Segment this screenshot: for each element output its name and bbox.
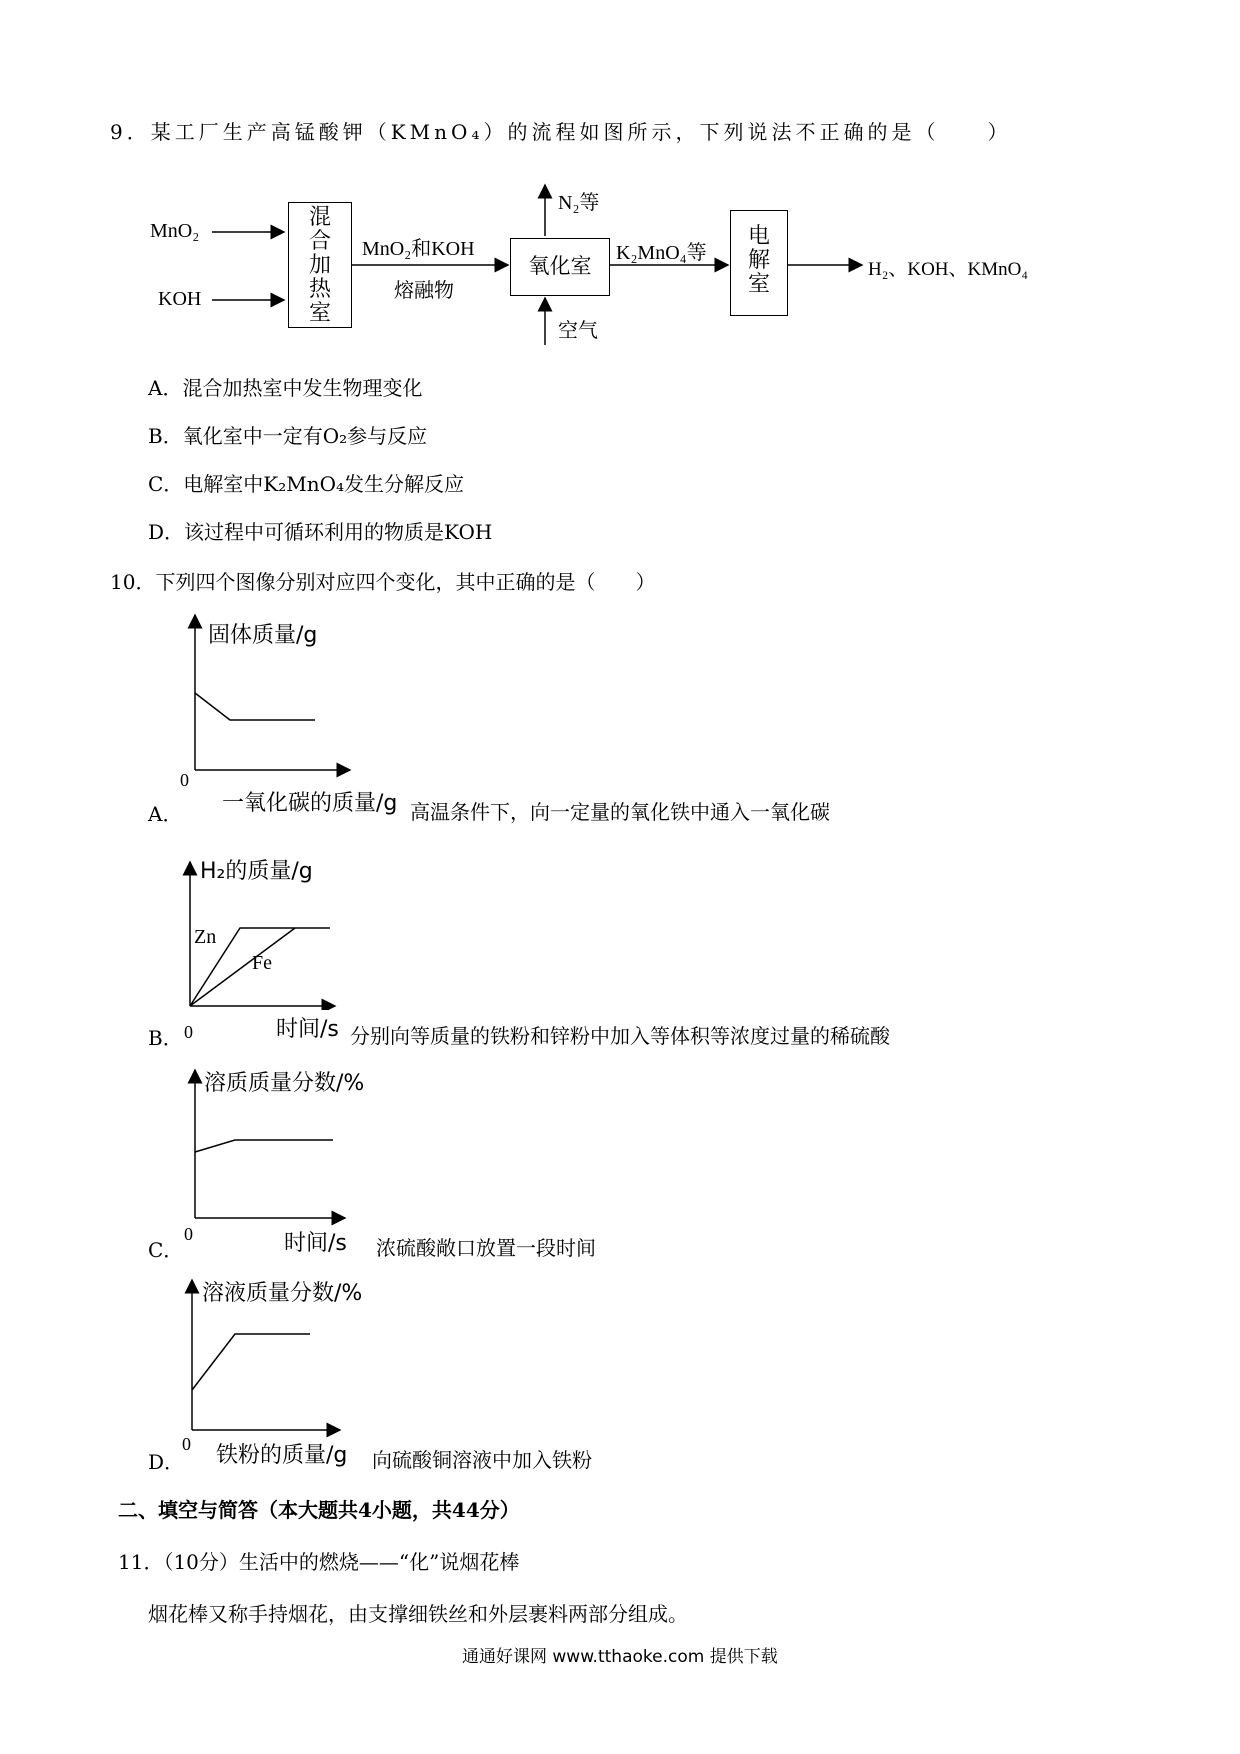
graph-c-xlabel: 时间/s <box>284 1231 347 1256</box>
q10-stem: 10．下列四个图像分别对应四个变化，其中正确的是（ ） <box>110 570 656 594</box>
graph-d-ylabel: 溶液质量分数/% <box>202 1281 363 1306</box>
flow-label-mno2-koh: MnO₂和KOH <box>362 238 475 260</box>
graph-c-desc: 浓硫酸敞口放置一段时间 <box>376 1236 596 1260</box>
q9-option-a: A．混合加热室中发生物理变化 <box>148 376 423 400</box>
graph-a-line <box>195 693 315 720</box>
flow-box-mix-heat: 混合加热室 <box>288 202 352 328</box>
q9-option-b: B．氧化室中一定有O₂参与反应 <box>148 424 428 448</box>
q11-title: 11．（10分）生活中的燃烧——“化”说烟花棒 <box>118 1550 520 1574</box>
q9-option-d: D．该过程中可循环利用的物质是KOH <box>148 520 493 544</box>
graph-d-line <box>192 1334 310 1390</box>
flow-box-electrolysis: 电解室 <box>730 210 788 316</box>
graph-a-letter: A． <box>148 802 183 826</box>
graph-a-desc: 高温条件下，向一定量的氧化铁中通入一氧化碳 <box>410 800 830 824</box>
graph-c-ylabel: 溶质质量分数/% <box>204 1071 365 1096</box>
graph-d-zero: 0 <box>182 1434 191 1454</box>
graph-d-xlabel: 铁粉的质量/g <box>216 1443 348 1468</box>
flow-output: H₂、KOH、KMnO₄ <box>868 259 1028 280</box>
page-footer: 通通好课网 www.tthaoke.com 提供下载 <box>462 1647 778 1667</box>
graph-b-ylabel: H₂的质量/g <box>200 859 313 884</box>
graph-a-ylabel: 固体质量/g <box>208 623 318 648</box>
graph-a-zero: 0 <box>180 770 189 790</box>
graph-d-desc: 向硫酸铜溶液中加入铁粉 <box>372 1448 592 1472</box>
graph-c-letter: C． <box>148 1238 184 1262</box>
flow-label-k2mno4: K₂MnO₄等 <box>616 242 707 264</box>
flow-label-air: 空气 <box>558 320 598 342</box>
graph-c-line <box>195 1140 333 1152</box>
flow-input-koh: KOH <box>158 288 202 310</box>
graph-b-desc: 分别向等质量的铁粉和锌粉中加入等体积等浓度过量的稀硫酸 <box>350 1024 890 1048</box>
graph-b-label-fe: Fe <box>252 952 272 974</box>
q9-option-c: C．电解室中K₂MnO₄发生分解反应 <box>148 472 465 496</box>
flow-input-mno2: MnO₂ <box>150 220 200 242</box>
graph-b-xlabel: 时间/s <box>276 1017 339 1042</box>
graph-d-letter: D． <box>148 1450 185 1474</box>
flow-box-oxidation: 氧化室 <box>510 238 610 296</box>
graph-b-letter: B． <box>148 1026 183 1050</box>
graph-b-zero: 0 <box>184 1022 193 1042</box>
graph-a-xlabel: 一氧化碳的质量/g <box>222 791 398 816</box>
flow-label-melt: 熔融物 <box>394 280 454 302</box>
graph-b-label-zn: Zn <box>194 926 217 948</box>
q11-text: 烟花棒又称手持烟花，由支撑细铁丝和外层裹料两部分组成。 <box>148 1602 688 1626</box>
section-2-title: 二、填空与简答（本大题共4小题，共44分） <box>118 1498 520 1522</box>
q9-stem: 9．某工厂生产高锰酸钾（KMnO₄）的流程如图所示，下列说法不正确的是（ ） <box>110 120 1012 144</box>
graph-c-zero: 0 <box>184 1224 193 1244</box>
flow-label-n2: N₂等 <box>558 192 600 214</box>
